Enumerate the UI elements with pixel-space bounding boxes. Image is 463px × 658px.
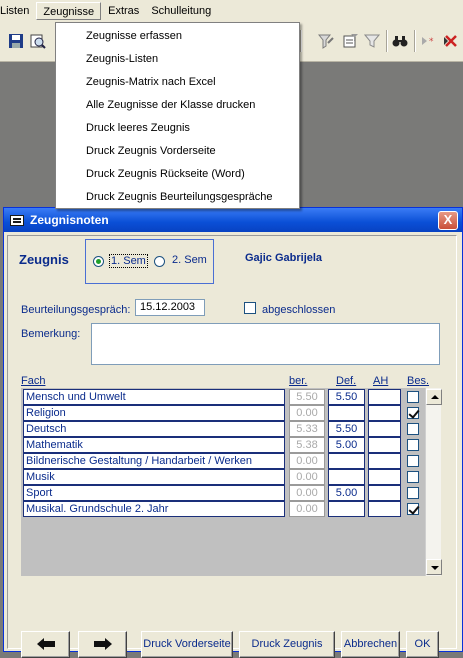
menu-item-zeugnis-listen[interactable]: Zeugnis-Listen bbox=[86, 53, 159, 65]
form-icon bbox=[10, 215, 24, 226]
abbrechen-button[interactable]: Abbrechen bbox=[341, 631, 400, 658]
druck-zeugnis-button[interactable]: Druck Zeugnis bbox=[239, 631, 335, 658]
arrow-right-icon bbox=[93, 637, 113, 651]
table-row bbox=[21, 421, 425, 437]
radio-sem-2[interactable] bbox=[154, 256, 165, 267]
scroll-up-button[interactable] bbox=[426, 389, 442, 405]
fach-cell[interactable]: Musikal. Grundschule 2. Jahr bbox=[23, 501, 285, 517]
menu-bar bbox=[0, 0, 463, 22]
save-icon[interactable] bbox=[8, 33, 24, 49]
menu-item-druck-vorderseite[interactable]: Druck Zeugnis Vorderseite bbox=[86, 145, 216, 157]
filter-edit-icon[interactable] bbox=[318, 33, 334, 49]
ber-cell: 5.38 bbox=[289, 437, 325, 453]
filter-form-icon[interactable] bbox=[342, 33, 358, 49]
student-name: Gajic Gabrijela bbox=[245, 252, 323, 264]
table-row bbox=[21, 437, 425, 453]
fach-cell[interactable]: Sport bbox=[23, 485, 285, 501]
bes-checkbox[interactable] bbox=[407, 439, 419, 451]
table-row bbox=[21, 485, 425, 501]
radio-sem-2-label[interactable]: 2. Sem bbox=[172, 254, 207, 266]
table-row bbox=[21, 389, 425, 405]
ber-cell: 5.33 bbox=[289, 421, 325, 437]
ber-cell: 0.00 bbox=[289, 485, 325, 501]
column-header-bes[interactable]: Bes. bbox=[407, 375, 430, 387]
menu-item-zeugnisse-erfassen[interactable]: Zeugnisse erfassen bbox=[86, 30, 182, 42]
scroll-down-button[interactable] bbox=[426, 559, 442, 575]
zeugnis-heading: Zeugnis bbox=[19, 252, 69, 267]
chevron-down-icon bbox=[431, 566, 439, 570]
bes-checkbox[interactable] bbox=[407, 503, 419, 515]
ah-cell[interactable] bbox=[368, 469, 401, 485]
table-row bbox=[21, 469, 425, 485]
binoculars-icon[interactable] bbox=[392, 33, 408, 49]
menu-extras[interactable]: Extras bbox=[108, 5, 140, 17]
ah-cell[interactable] bbox=[368, 485, 401, 501]
close-button[interactable]: X bbox=[438, 211, 458, 230]
def-cell[interactable]: 5.50 bbox=[328, 389, 365, 405]
fach-cell[interactable]: Musik bbox=[23, 469, 285, 485]
menu-schulleitung[interactable]: Schulleitung bbox=[151, 5, 212, 17]
gespraech-date-field[interactable]: 15.12.2003 bbox=[135, 299, 205, 316]
fach-cell[interactable]: Bildnerische Gestaltung / Handarbeit / Werken bbox=[23, 453, 285, 469]
toolbar-separator bbox=[300, 30, 302, 52]
abgeschlossen-checkbox[interactable] bbox=[244, 302, 256, 314]
bes-checkbox[interactable] bbox=[407, 455, 419, 467]
gespraech-label: Beurteilungsgespräch: bbox=[21, 304, 131, 316]
toolbar-separator bbox=[386, 30, 388, 52]
svg-text:*: * bbox=[429, 37, 434, 47]
bes-checkbox[interactable] bbox=[407, 391, 419, 403]
arrow-left-icon bbox=[36, 637, 56, 651]
druck-vorderseite-button[interactable]: Druck Vorderseite bbox=[141, 631, 233, 658]
table-row bbox=[21, 453, 425, 469]
bes-checkbox[interactable] bbox=[407, 407, 419, 419]
ok-button[interactable]: OK bbox=[406, 631, 439, 658]
grades-grid bbox=[21, 388, 441, 576]
form-body bbox=[7, 235, 457, 649]
window-title: Zeugnisnoten bbox=[30, 213, 109, 227]
table-row bbox=[21, 405, 425, 421]
delete-record-icon[interactable] bbox=[443, 33, 459, 49]
bes-checkbox[interactable] bbox=[407, 423, 419, 435]
window-titlebar[interactable] bbox=[4, 208, 462, 232]
column-header-def[interactable]: Def. bbox=[336, 375, 357, 387]
semester-option-group bbox=[85, 239, 214, 284]
menu-item-alle-zeugnisse-drucken[interactable]: Alle Zeugnisse der Klasse drucken bbox=[86, 99, 256, 111]
menu-listen[interactable]: Listen bbox=[0, 5, 30, 17]
def-cell[interactable] bbox=[328, 469, 365, 485]
def-cell[interactable]: 5.00 bbox=[328, 485, 365, 501]
menu-zeugnisse[interactable]: Zeugnisse bbox=[36, 2, 101, 20]
menu-item-zeugnis-matrix-excel[interactable]: Zeugnis-Matrix nach Excel bbox=[86, 76, 216, 88]
column-header-ber[interactable]: ber. bbox=[289, 375, 308, 387]
print-preview-icon[interactable] bbox=[30, 33, 46, 49]
fach-cell[interactable]: Deutsch bbox=[23, 421, 285, 437]
ber-cell: 0.00 bbox=[289, 501, 325, 517]
chevron-up-icon bbox=[431, 395, 439, 399]
radio-sem-1[interactable] bbox=[93, 256, 104, 267]
previous-record-button[interactable] bbox=[21, 631, 70, 658]
radio-sem-1-label[interactable]: 1. Sem bbox=[111, 255, 146, 267]
ber-cell: 0.00 bbox=[289, 405, 325, 421]
new-record-icon[interactable] bbox=[420, 33, 436, 49]
fach-cell[interactable]: Mensch und Umwelt bbox=[23, 389, 285, 405]
bes-checkbox[interactable] bbox=[407, 487, 419, 499]
def-cell[interactable] bbox=[328, 405, 365, 421]
filter-icon[interactable] bbox=[364, 33, 380, 49]
ah-cell[interactable] bbox=[368, 453, 401, 469]
column-header-fach[interactable]: Fach bbox=[21, 375, 46, 387]
grid-scrollbar[interactable] bbox=[425, 388, 441, 576]
ber-cell: 5.50 bbox=[289, 389, 325, 405]
table-row bbox=[21, 501, 425, 517]
ber-cell: 0.00 bbox=[289, 469, 325, 485]
zeugnisse-dropdown-menu bbox=[55, 22, 300, 209]
bemerkung-label: Bemerkung: bbox=[21, 328, 81, 340]
ah-cell[interactable] bbox=[368, 389, 401, 405]
next-record-button[interactable] bbox=[78, 631, 127, 658]
def-cell[interactable] bbox=[328, 501, 365, 517]
fach-cell[interactable]: Mathematik bbox=[23, 437, 285, 453]
abgeschlossen-label: abgeschlossen bbox=[262, 304, 336, 316]
def-cell[interactable]: 5.00 bbox=[328, 437, 365, 453]
zeugnisnoten-window bbox=[3, 207, 463, 652]
fach-cell[interactable]: Religion bbox=[23, 405, 285, 421]
menu-item-druck-rueckseite[interactable]: Druck Zeugnis Rückseite (Word) bbox=[86, 168, 245, 180]
ber-cell: 0.00 bbox=[289, 453, 325, 469]
bes-checkbox[interactable] bbox=[407, 471, 419, 483]
toolbar-separator bbox=[414, 30, 416, 52]
bemerkung-textarea[interactable] bbox=[91, 323, 440, 365]
menu-item-druck-leeres-zeugnis[interactable]: Druck leeres Zeugnis bbox=[86, 122, 190, 134]
def-cell[interactable]: 5.50 bbox=[328, 421, 365, 437]
ah-cell[interactable] bbox=[368, 501, 401, 517]
def-cell[interactable] bbox=[328, 453, 365, 469]
ah-cell[interactable] bbox=[368, 437, 401, 453]
column-header-ah[interactable]: AH bbox=[373, 375, 389, 387]
ah-cell[interactable] bbox=[368, 405, 401, 421]
menu-item-druck-beurteilungsgespraeche[interactable]: Druck Zeugnis Beurteilungsgespräche bbox=[86, 191, 273, 203]
ah-cell[interactable] bbox=[368, 421, 401, 437]
